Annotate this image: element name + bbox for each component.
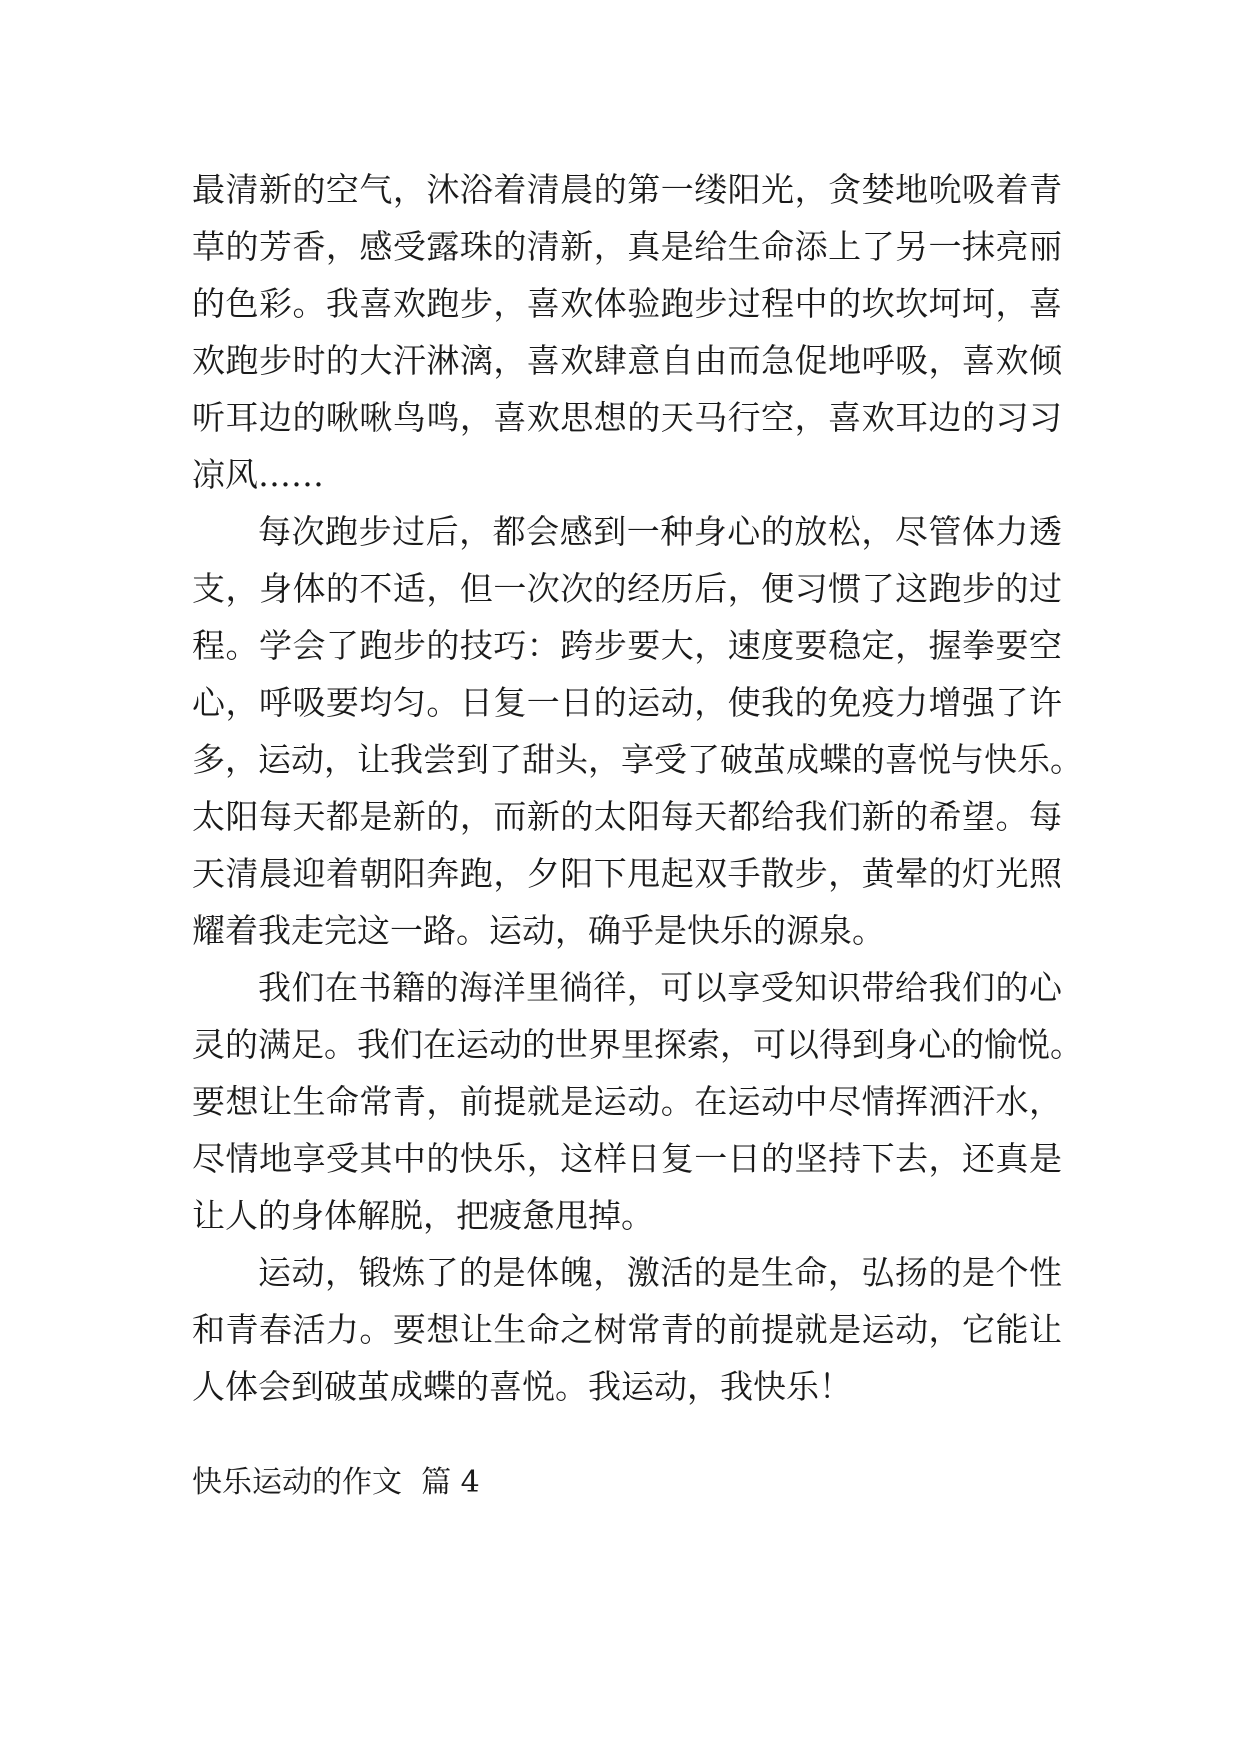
section-heading — [192, 1458, 480, 1508]
paragraph-line: 要想让生命常青，前提就是运动。在运动中尽情挥洒汗水， — [192, 1082, 1062, 1121]
section-heading-label: 篇 4 — [421, 1465, 480, 1500]
paragraph-line: 让人的身体解脱，把疲惫甩掉。 — [192, 1196, 654, 1235]
section-heading-title: 快乐运动的作文 — [192, 1465, 402, 1500]
paragraph-line: 凉风…… — [192, 455, 324, 494]
paragraph-line: 灵的满足。我们在运动的世界里探索，可以得到身心的愉悦。 — [192, 1025, 1083, 1064]
paragraph-line: 多，运动，让我尝到了甜头，享受了破茧成蝶的喜悦与快乐。 — [192, 740, 1083, 779]
paragraph-line: 程。学会了跑步的技巧：跨步要大，速度要稳定，握拳要空 — [192, 626, 1062, 665]
paragraph-line: 心，呼吸要均匀。日复一日的运动，使我的免疫力增强了许 — [192, 683, 1062, 722]
paragraph-line: 听耳边的啾啾鸟鸣，喜欢思想的天马行空，喜欢耳边的习习 — [192, 398, 1062, 437]
paragraph-line: 最清新的空气，沐浴着清晨的第一缕阳光，贪婪地吮吸着青 — [192, 170, 1062, 209]
paragraph-line: 运动，锻炼了的是体魄，激活的是生命，弘扬的是个性 — [258, 1253, 1062, 1292]
paragraph-line: 的色彩。我喜欢跑步，喜欢体验跑步过程中的坎坎坷坷，喜 — [192, 284, 1062, 323]
paragraph-line: 每次跑步过后，都会感到一种身心的放松，尽管体力透 — [258, 512, 1062, 551]
paragraph-line: 天清晨迎着朝阳奔跑，夕阳下甩起双手散步，黄晕的灯光照 — [192, 854, 1062, 893]
paragraph-line: 欢跑步时的大汗淋漓，喜欢肆意自由而急促地呼吸，喜欢倾 — [192, 341, 1062, 380]
paragraph-line: 人体会到破茧成蝶的喜悦。我运动，我快乐！ — [192, 1367, 852, 1406]
paragraph-line: 和青春活力。要想让生命之树常青的前提就是运动，它能让 — [192, 1310, 1062, 1349]
paragraph-line: 我们在书籍的海洋里徜徉，可以享受知识带给我们的心 — [258, 968, 1062, 1007]
paragraph-line: 耀着我走完这一路。运动，确乎是快乐的源泉。 — [192, 911, 885, 950]
paragraph-line: 太阳每天都是新的，而新的太阳每天都给我们新的希望。每 — [192, 797, 1062, 836]
paragraph-line: 尽情地享受其中的快乐，这样日复一日的坚持下去，还真是 — [192, 1139, 1062, 1178]
paragraph-line: 支，身体的不适，但一次次的经历后，便习惯了这跑步的过 — [192, 569, 1062, 608]
heading-gap — [402, 1465, 421, 1500]
paragraph-line: 草的芳香，感受露珠的清新，真是给生命添上了另一抹亮丽 — [192, 227, 1062, 266]
